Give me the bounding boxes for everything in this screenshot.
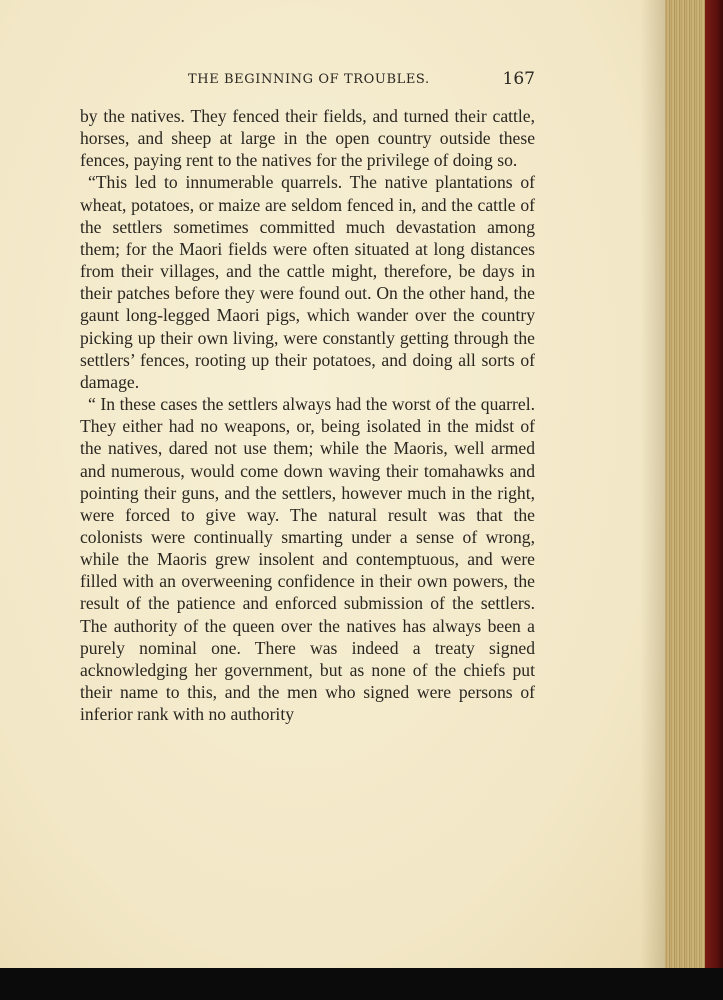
- scan-bottom-band: [0, 968, 723, 1000]
- page-edges: [665, 0, 705, 970]
- paragraph: “This led to innumerable quarrels. The native plantations of wheat, potatoes, or maize are seldom fenced in, and the cattle of the settlers sometimes committed much devastation among them; for the Maori fields were often situated at long distances from their villages, and the cattle might, therefore, be days in their patches before they were found out. On the other hand, the gaunt long-legged Maori pigs, which wander over the country picking up their own living, were constantly getting through the settlers’ fences, rooting up their potatoes, and doing all sorts of damage.: [80, 172, 535, 392]
- page-number: 167: [502, 69, 535, 89]
- paragraph: “ In these cases the settlers always had the worst of the quarrel. They either had no weapons, or, being isolated in the midst of the natives, dared not use them; while the Maoris, well armed and numerous, would come down waving their tomahawks and pointing their guns, and the settlers, however much in the right, were forced to give way. The natural result was that the colonists were continually smarting under a sense of wrong, while the Maoris grew insolent and contemptuous, and were filled with an overweening confidence in their own powers, the result of the patience and enforced submission of the settlers. The authority of the queen over the natives has always been a purely nominal one. There was indeed a treaty signed acknowledging her government, but as none of the chiefs put their name to this, and the men who signed were persons of inferior rank with no authority: [80, 394, 535, 725]
- body-text: [80, 105, 535, 725]
- page-gutter-shadow: [640, 0, 665, 968]
- running-title: THE BEGINNING OF TROUBLES.: [188, 72, 430, 87]
- book-cover-edge: [705, 0, 723, 1000]
- paragraph: by the natives. They fenced their fields, and turned their cattle, horses, and sheep at large in the open country outside these fences, paying rent to the natives for the privilege of doing so.: [80, 106, 535, 171]
